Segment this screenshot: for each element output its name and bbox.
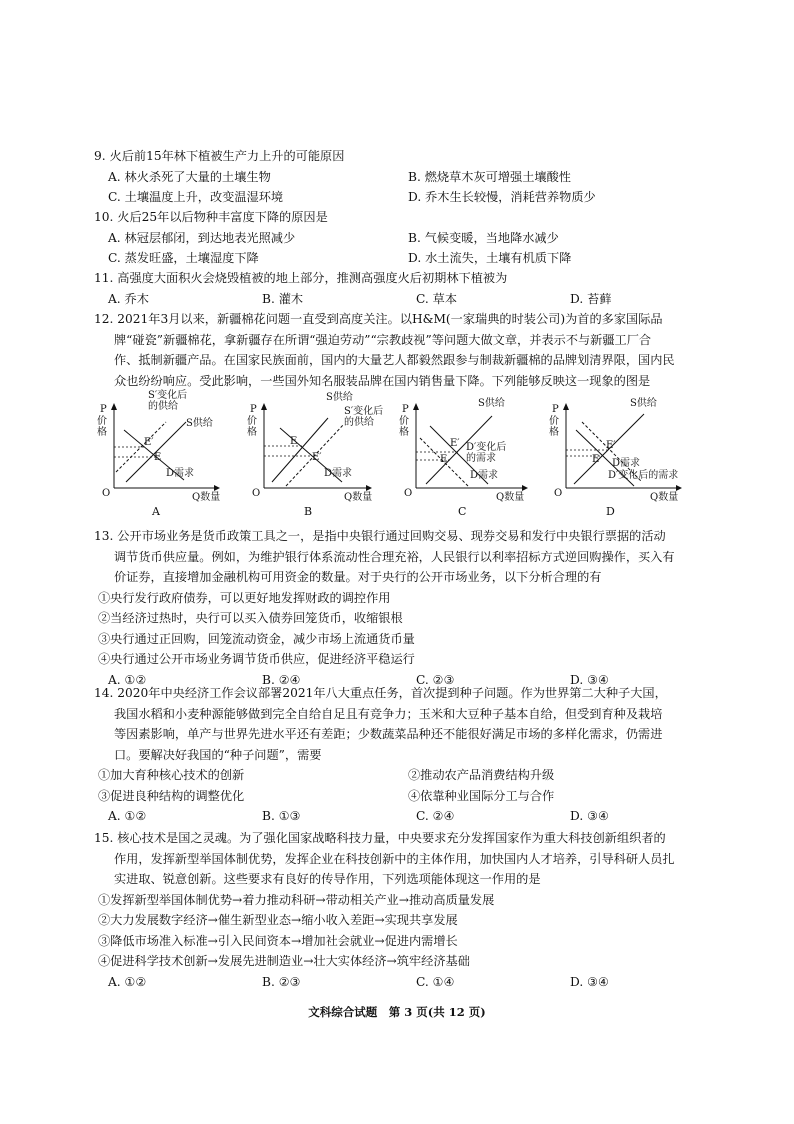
option-b: B. 灌木 <box>262 291 304 306</box>
axis-p: P <box>552 404 559 415</box>
option-b: B. ②④ <box>262 672 301 687</box>
statement-1: ①央行发行政府债券，可以更好地发挥财政的调控作用 <box>98 590 391 605</box>
axis-price: 价格 <box>399 416 409 438</box>
question-15-line-3: 实进取、锐意创新。这些要求有良好的传导作用，下列选项能体现这一作用的是 <box>114 872 541 886</box>
axis-q: Q数量 <box>192 492 221 503</box>
d-label: D需求 <box>166 468 195 479</box>
question-14-options <box>94 806 714 827</box>
option-c: C. ②④ <box>416 809 455 823</box>
statement-2: ②大力发展数字经济→催生新型业态→缩小收入差距→实现共享发展 <box>98 913 458 927</box>
e-point: E <box>290 436 298 447</box>
option-b: B. 燃烧草木灰可增强土壤酸性 <box>408 169 571 184</box>
axis-p: P <box>100 404 107 415</box>
statement-3: ③促进良种结构的调整优化 <box>98 788 245 803</box>
option-d: D. 苔藓 <box>570 291 612 306</box>
question-14 <box>94 683 714 827</box>
graph-c <box>396 400 546 520</box>
s-prime-label: S′变化后的供给 <box>148 390 188 412</box>
graph-b-letter: B <box>304 505 313 518</box>
s-label: S供给 <box>478 398 505 409</box>
supply-demand-graphs <box>94 390 704 520</box>
e-prime: E′ <box>144 437 154 448</box>
origin: O <box>554 488 563 499</box>
e-point: E <box>154 452 162 463</box>
option-a: A. ①② <box>108 809 147 823</box>
question-14-line-1: 14. 2020年中央经济工作会议部署2021年八大重点任务，首次提到种子问题。作为世界第二大种子大国， <box>94 686 667 700</box>
question-9-options <box>94 167 714 208</box>
question-14-line-3: 等因素影响，单产与世界先进水平还有差距；少数蔬菜品种还不能很好满足市场的多样化需求，仍需进 <box>114 727 663 741</box>
graph-a <box>94 390 244 520</box>
graph-c-letter: C <box>458 505 467 518</box>
statement-1: ①发挥新型举国体制优势→着力推动科研→带动相关产业→推动高质量发展 <box>98 892 495 907</box>
question-13-line-3: 价证券，直接增加金融机构可用资金的数量。对于央行的公开市场业务，以下分析合理的有 <box>114 570 602 584</box>
question-13-line-1: 13. 公开市场业务是货币政策工具之一，是指中央银行通过回购交易、现券交易和发行中央银行票据的活动 <box>94 529 666 543</box>
question-10 <box>94 207 714 269</box>
option-b: B. 气候变暖，当地降水减少 <box>408 230 559 245</box>
question-14-line-4: 口。要解决好我国的“种子问题”，需要 <box>114 747 322 762</box>
graph-a-plot <box>94 400 244 510</box>
question-11 <box>94 268 714 309</box>
option-c: C. 草本 <box>416 291 458 306</box>
graph-a-letter: A <box>152 505 160 518</box>
option-b: B. ①③ <box>262 809 301 823</box>
option-c: C. ①④ <box>416 974 455 989</box>
axis-price: 价格 <box>549 416 559 438</box>
option-d: D. ③④ <box>570 672 609 687</box>
statement-2: ②推动农产品消费结构升级 <box>408 768 555 782</box>
origin: O <box>404 488 413 499</box>
s-label: S供给 <box>630 398 657 409</box>
s-label: S供给 <box>186 418 213 429</box>
graph-d <box>546 400 696 520</box>
option-a: A. ①② <box>108 974 147 989</box>
axis-q: Q数量 <box>496 492 525 503</box>
graph-b <box>244 392 394 520</box>
origin: O <box>252 488 261 499</box>
option-c: C. 土壤温度上升，改变温湿环境 <box>108 190 284 204</box>
option-c: C. ②③ <box>416 672 455 687</box>
s-prime-label: S′变化后的供给 <box>344 406 384 428</box>
question-13 <box>94 526 714 690</box>
question-12-line-2: 牌“碰瓷”新疆棉花，拿新疆存在所谓“强迫劳动”“宗教歧视”等问题大做文章，并表示不与新疆工厂合 <box>114 332 652 347</box>
question-9-stem: 9. 火后前15年林下植被生产力上升的可能原因 <box>94 149 345 163</box>
question-15 <box>94 828 714 992</box>
statement-4: ④央行通过公开市场业务调节货币供应，促进经济平稳运行 <box>98 652 415 666</box>
question-15-line-1: 15. 核心技术是国之灵魂。为了强化国家战略科技力量，中央要求充分发挥国家作为重大科技创新组织者的 <box>94 831 666 845</box>
option-d: D. 乔木生长较慢，消耗营养物质少 <box>408 190 596 204</box>
option-a: A. 乔木 <box>108 291 149 306</box>
option-d: D. ③④ <box>570 809 609 823</box>
statement-4: ④依靠种业国际分工与合作 <box>408 788 555 803</box>
graph-d-plot <box>546 400 704 510</box>
question-14-statements <box>94 765 714 806</box>
e-point: E <box>440 454 448 465</box>
question-9 <box>94 146 714 208</box>
question-13-line-2: 调节货币供应量。例如，为维护银行体系流动性合理充裕，人民银行以利率招标方式逆回购操作，买入有 <box>114 549 675 564</box>
question-11-stem: 11. 高强度大面积火会烧毁植被的地上部分，推测高强度火后初期林下植被为 <box>94 271 508 285</box>
statement-1: ①加大育种核心技术的创新 <box>98 768 245 782</box>
d-prime-label: D′变化后的需求 <box>608 470 679 481</box>
e-prime: E′ <box>606 440 616 451</box>
page-footer: 文科综合试题 第 3 页(共 12 页) <box>308 1005 486 1019</box>
question-12-line-4: 众也纷纷响应。受此影响，一些国外知名服装品牌在国内销售量下降。下列能够反映这一现象的图是 <box>114 373 651 388</box>
e-point: E <box>592 454 600 465</box>
d-prime-label: D′变化后的需求 <box>466 442 507 464</box>
graph-d-letter: D <box>606 505 615 518</box>
statement-3: ③降低市场准入标准→引入民间资本→增加社会就业→促进内需增长 <box>98 933 458 948</box>
axis-price: 价格 <box>247 416 257 438</box>
question-15-options <box>94 972 714 993</box>
axis-p: P <box>250 404 257 415</box>
statement-4: ④促进科学技术创新→发展先进制造业→壮大实体经济→筑牢经济基础 <box>98 954 470 968</box>
question-10-options <box>94 228 714 269</box>
option-d: D. ③④ <box>570 974 609 989</box>
option-a: A. 林火杀死了大量的土壤生物 <box>108 169 271 184</box>
e-prime: E′ <box>450 438 460 449</box>
question-11-options <box>94 289 714 310</box>
option-a: A. ①② <box>108 672 147 687</box>
d-label: D需求 <box>612 458 641 469</box>
axis-price: 价格 <box>97 416 107 438</box>
e-prime: E′ <box>312 452 322 463</box>
question-12-line-1: 12. 2021年3月以来，新疆棉花问题一直受到高度关注。以H&M(一家瑞典的时装公司)为首的多家国际品 <box>94 312 663 326</box>
statement-3: ③央行通过正回购，回笼流动资金，减少市场上流通货币量 <box>98 631 415 646</box>
axis-p: P <box>402 404 409 415</box>
statement-2: ②当经济过热时，央行可以买入债券回笼货币，收缩银根 <box>98 611 403 625</box>
question-14-line-2: 我国水稻和小麦种源能够做到完全自给自足且有竞争力；玉米和大豆种子基本自给，但受到育种及栽培 <box>114 706 663 721</box>
option-c: C. 蒸发旺盛，土壤湿度下降 <box>108 251 259 265</box>
s-label: S供给 <box>326 392 353 403</box>
d-label: D需求 <box>470 470 499 481</box>
option-a: A. 林冠层郁闭，到达地表光照减少 <box>108 230 296 245</box>
option-d: D. 水土流失，土壤有机质下降 <box>408 251 572 265</box>
axis-q: Q数量 <box>344 492 373 503</box>
question-10-stem: 10. 火后25年以后物种丰富度下降的原因是 <box>94 210 328 224</box>
question-15-line-2: 作用，发挥新型举国体制优势，发挥企业在科技创新中的主体作用，加快国内人才培养，引导科研人员扎 <box>114 851 675 866</box>
option-b: B. ②③ <box>262 974 301 989</box>
d-label: D需求 <box>324 468 353 479</box>
axis-q: Q数量 <box>650 492 679 503</box>
question-12-line-3: 作、抵制新疆产品。在国家民族面前，国内的大量艺人都毅然跟参与制裁新疆棉的品牌划清界限，国内民 <box>114 353 675 367</box>
origin: O <box>102 488 111 499</box>
question-12 <box>94 309 714 391</box>
